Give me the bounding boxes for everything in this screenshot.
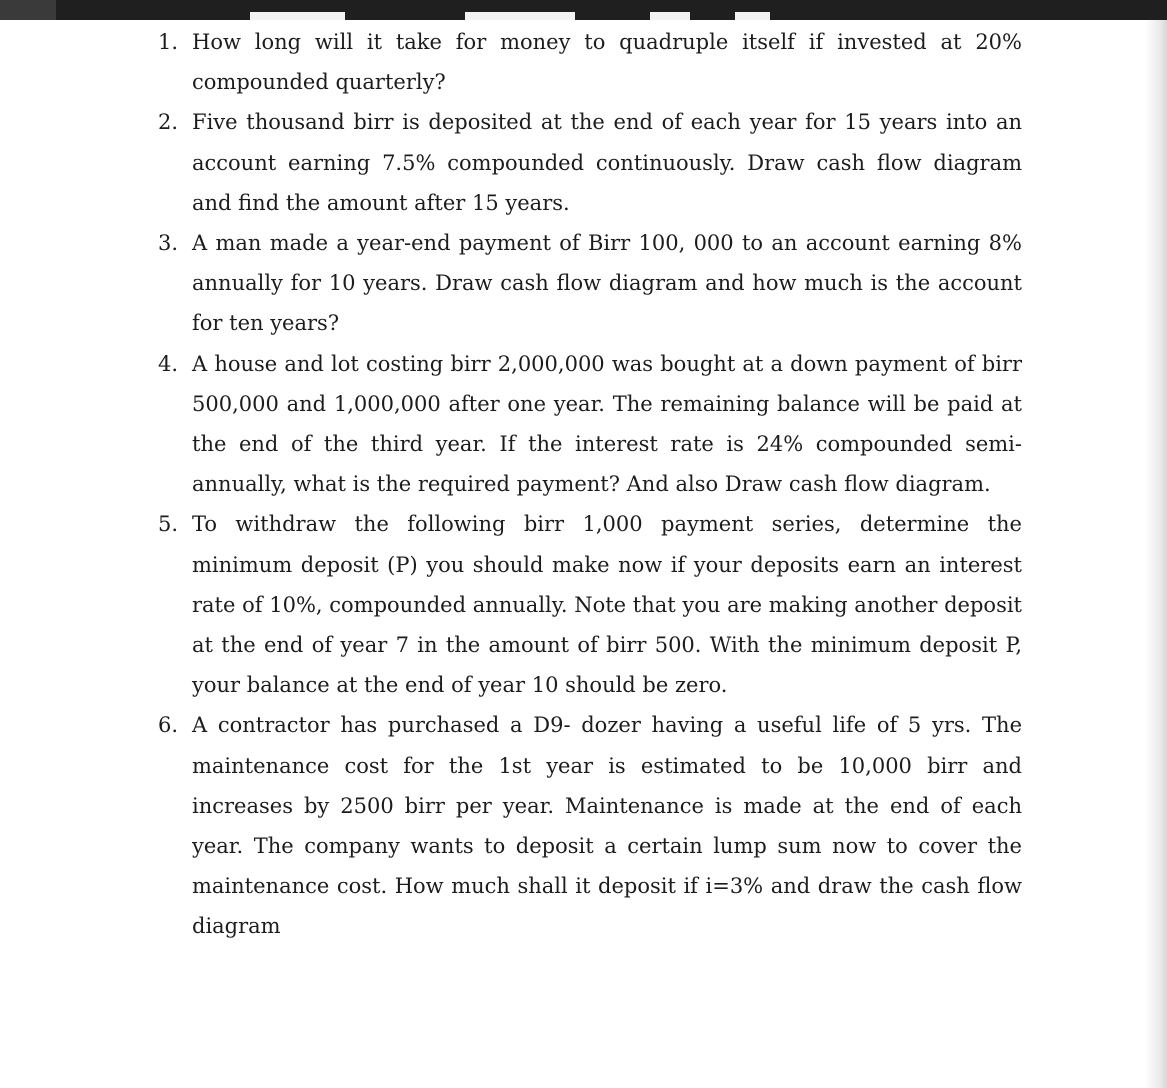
question-text: A contractor has purchased a D9- dozer having a useful life of 5 yrs. The maintenance cost for the 1st year is estimated to be 10,000 birr and increases by 2500 birr per year. Maintenance is made at the end of each year. The company wants to deposit a certain lump sum now to cover the maintenance cost. How much shall it deposit if i=3% and draw the cash flow diagram [192,713,1022,939]
question-item [158,223,1022,344]
question-item [158,705,1022,946]
question-text: To withdraw the following birr 1,000 payment series, determine the minimum deposit (P) you should make now if your deposits earn an interest rate of 10%, compounded annually. Note that you are making another deposit at the end of year 7 in the amount of birr 500. With the minimum deposit P, your balance at the end of year 10 should be zero. [192,512,1022,698]
question-item [158,344,1022,505]
tab-strip [0,0,56,20]
question-text: A man made a year-end payment of Birr 100, 000 to an account earning 8% annually for 10 years. Draw cash flow diagram and how much is the account for ten years? [192,231,1022,336]
question-text: A house and lot costing birr 2,000,000 was bought at a down payment of birr 500,000 and 1,000,000 after one year. The remaining balance will be paid at the end of the third year. If the interest rate is 24% compounded semi-annually, what is the required payment? And also Draw cash flow diagram. [192,351,1022,497]
question-number: 4. [158,351,179,376]
question-text: Five thousand birr is deposited at the end of each year for 15 years into an account earning 7.5% compounded continuously. Draw cash flow diagram and find the amount after 15 years. [192,110,1022,215]
question-item [158,22,1022,102]
question-number: 5. [158,512,179,537]
question-number: 6. [158,713,179,738]
question-list [158,22,1022,947]
question-number: 3. [158,231,179,256]
cropped-heading-edge [250,12,950,20]
question-number: 2. [158,110,179,135]
document-page [0,20,1145,1088]
top-bar [0,0,1167,20]
page-edge-shadow [1145,20,1167,1088]
question-item [158,504,1022,705]
question-text: How long will it take for money to quadruple itself if invested at 20% compounded quarterly? [192,30,1022,95]
question-number: 1. [158,30,179,54]
question-item [158,102,1022,223]
